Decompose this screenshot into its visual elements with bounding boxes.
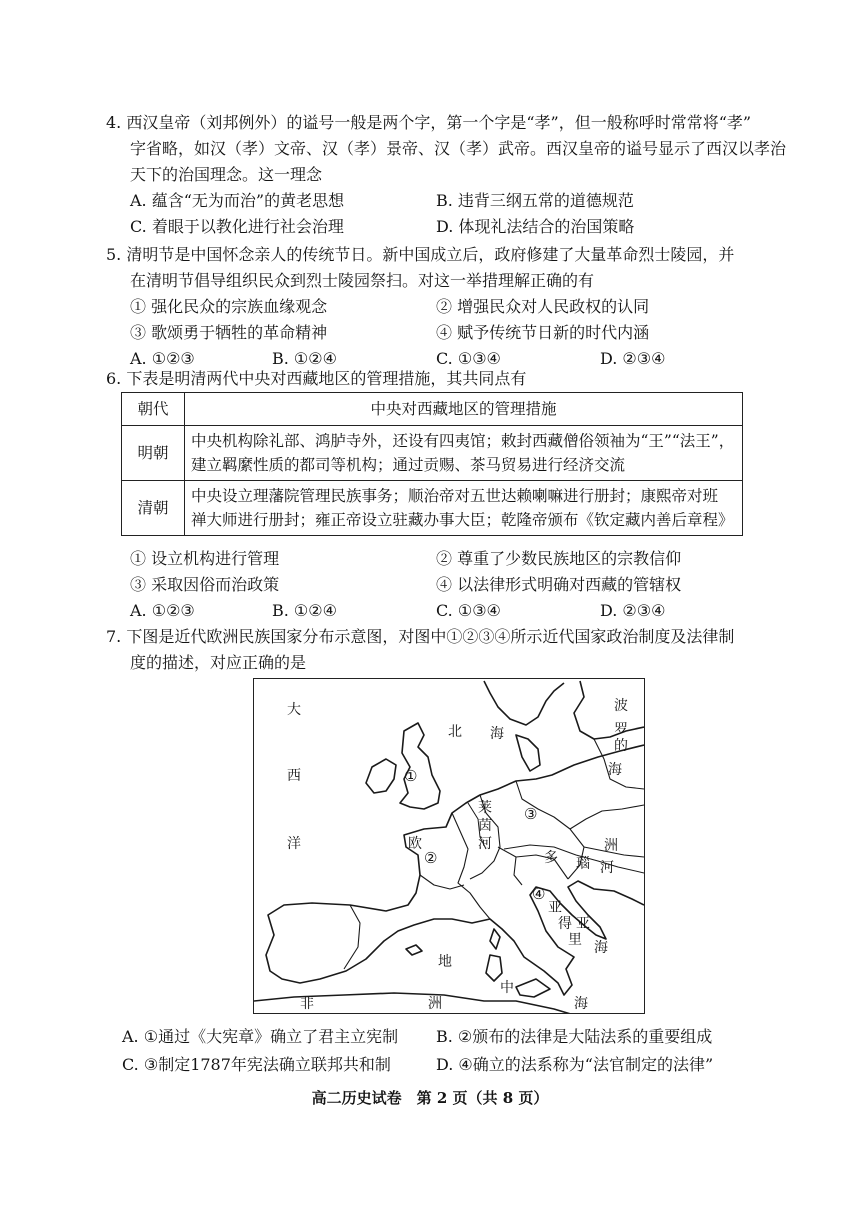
denmark-coast	[516, 735, 540, 771]
label-europe-2: 洲	[604, 838, 618, 854]
q6-option-c: C. ①③④	[436, 601, 501, 620]
q4-option-b: B. 违背三纲五常的道德规范	[436, 191, 634, 210]
q6-stem: 6. 下表是明清两代中央对西藏地区的管理措施，其共同点有	[106, 369, 527, 388]
q6-table-row-qing	[122, 481, 743, 536]
q6-table-text-line: 建立羁縻性质的都司等机构；通过贡赐、茶马贸易进行经济交流	[191, 456, 626, 474]
danube-river	[504, 845, 644, 873]
q6-table-cell-measures	[185, 426, 743, 481]
label-danube-1: 多	[544, 850, 558, 866]
q6-item-2: ② 尊重了少数民族地区的宗教信仰	[436, 549, 682, 568]
q5-option-b: B. ①②④	[272, 349, 337, 368]
q5-option-c: C. ①③④	[436, 349, 501, 368]
label-africa-2: 洲	[428, 996, 442, 1012]
q4-option-a: A. 蕴含“无为而治”的黄老思想	[130, 191, 345, 210]
q6-item-4: ④ 以法律形式明确对西藏的管辖权	[436, 575, 682, 594]
label-atlantic-3: 洋	[287, 836, 301, 852]
label-adriatic-1: 亚	[548, 900, 562, 916]
q6-item-3: ③ 采取因俗而治政策	[130, 575, 280, 594]
q6-table-text-line: 中央设立理藩院管理民族事务；顺治帝对五世达赖喇嘛进行册封；康熙帝对班	[191, 487, 719, 505]
label-baltic-3: 的	[614, 738, 628, 754]
label-north-sea-2: 海	[490, 726, 504, 742]
baltic-coast	[574, 681, 644, 739]
q5-stem-line-1: 5. 清明节是中国怀念亲人的传统节日。新中国成立后，政府修建了大量革命烈士陵园，并	[106, 245, 735, 264]
q4-stem-line-2: 字省略，如汉（孝）文帝、汉（孝）景帝、汉（孝）武帝。西汉皇帝的谥号显示了西汉以孝治	[130, 139, 787, 158]
q4-stem-line-1: 4. 西汉皇帝（刘邦例外）的谥号一般是两个字，第一个字是“孝”，但一般称呼时常常将“孝”	[106, 113, 752, 132]
label-adriatic-3: 里	[568, 932, 582, 948]
label-atlantic-2: 西	[287, 768, 301, 784]
label-europe-1: 欧	[408, 836, 422, 852]
q7-stem-line-2: 度的描述，对应正确的是	[130, 653, 307, 672]
q6-item-1: ① 设立机构进行管理	[130, 549, 280, 568]
sardinia-coast	[486, 955, 502, 981]
q5-item-2: ② 增强民众对人民政权的认同	[436, 297, 650, 316]
label-mediterranean-3: 海	[574, 996, 588, 1012]
q6-table-cell-dynasty: 明朝	[122, 426, 185, 481]
q6-table-header-dynasty: 朝代	[122, 393, 185, 426]
q6-table-cell-dynasty: 清朝	[122, 481, 185, 536]
q5-item-4: ④ 赋予传统节日新的时代内涵	[436, 323, 650, 342]
q7-option-b: B. ②颁布的法律是大陆法系的重要组成	[436, 1027, 713, 1046]
label-danube-3: 河	[600, 860, 614, 876]
label-atlantic-1: 大	[287, 702, 301, 718]
q6-table	[121, 392, 743, 536]
q7-stem-line-1: 7. 下图是近代欧洲民族国家分布示意图，对图中①②③④所示近代国家政治制度及法律制	[106, 627, 735, 646]
label-adriatic-2: 得	[558, 916, 572, 932]
q7-option-c: C. ③制定1787年宪法确立联邦共和制	[122, 1055, 391, 1074]
page-footer: 高二历史试卷 第 2 页（共 8 页）	[311, 1089, 549, 1107]
q5-item-1: ① 强化民众的宗族血缘观念	[130, 297, 328, 316]
q6-table-row-ming	[122, 426, 743, 481]
q6-option-a: A. ①②③	[130, 601, 195, 620]
q6-table-text-line: 禅大师进行册封；雍正帝设立驻藏办事大臣；乾隆帝颁布《钦定藏内善后章程》	[191, 511, 734, 529]
q7-option-d: D. ④确立的法系称为“法官制定的法律”	[436, 1055, 714, 1074]
q4-stem-line-3: 天下的治国理念。这一理念	[130, 165, 323, 184]
label-rhine-3: 河	[478, 836, 492, 852]
label-rhine-2: 茵	[478, 818, 492, 834]
balearic-coast	[406, 945, 422, 955]
q6-table-header-measures: 中央对西藏地区的管理措施	[185, 393, 743, 426]
national-borders	[344, 739, 644, 969]
label-mediterranean-2: 中	[500, 980, 514, 996]
label-baltic-2: 罗	[614, 722, 628, 738]
label-adriatic-5: 海	[594, 940, 608, 956]
sicily-coast	[516, 979, 550, 997]
britain-coast	[400, 723, 440, 809]
q4-option-c: C. 着眼于以教化进行社会治理	[130, 217, 344, 236]
label-baltic-4: 海	[608, 762, 622, 778]
label-adriatic-4: 亚	[576, 916, 590, 932]
label-baltic-1: 波	[614, 698, 628, 714]
q5-option-d: D. ②③④	[600, 349, 666, 368]
label-rhine-1: 莱	[478, 800, 492, 816]
label-danube-2: 瑙	[576, 856, 590, 872]
q6-option-d: D. ②③④	[600, 601, 666, 620]
q5-stem-line-2: 在清明节倡导组织民众到烈士陵园祭扫。对这一举措理解正确的有	[130, 271, 595, 290]
q6-table-cell-measures	[185, 481, 743, 536]
label-africa-1: 非	[300, 996, 314, 1012]
q5-option-a: A. ①②③	[130, 349, 195, 368]
marker-4: ④	[532, 885, 546, 903]
corsica-coast	[490, 929, 500, 949]
q5-item-3: ③ 歌颂勇于牺牲的革命精神	[130, 323, 328, 342]
marker-2: ②	[424, 849, 438, 867]
q6-table-text-line: 中央机构除礼部、鸿胪寺外，还设有四夷馆；敕封西藏僧俗领袖为“王”“法王”，	[191, 432, 735, 450]
q7-option-a: A. ①通过《大宪章》确立了君主立宪制	[122, 1027, 399, 1046]
europe-map	[253, 678, 645, 1014]
q6-table-header-row	[122, 393, 743, 426]
q4-option-d: D. 体现礼法结合的治国策略	[436, 217, 635, 236]
label-north-sea-1: 北	[448, 724, 462, 740]
q6-option-b: B. ①②④	[272, 601, 337, 620]
marker-3: ③	[524, 805, 538, 823]
ireland-coast	[366, 759, 396, 793]
marker-1: ①	[404, 767, 418, 785]
label-mediterranean-1: 地	[438, 954, 452, 970]
scandinavia-coast	[484, 681, 564, 725]
